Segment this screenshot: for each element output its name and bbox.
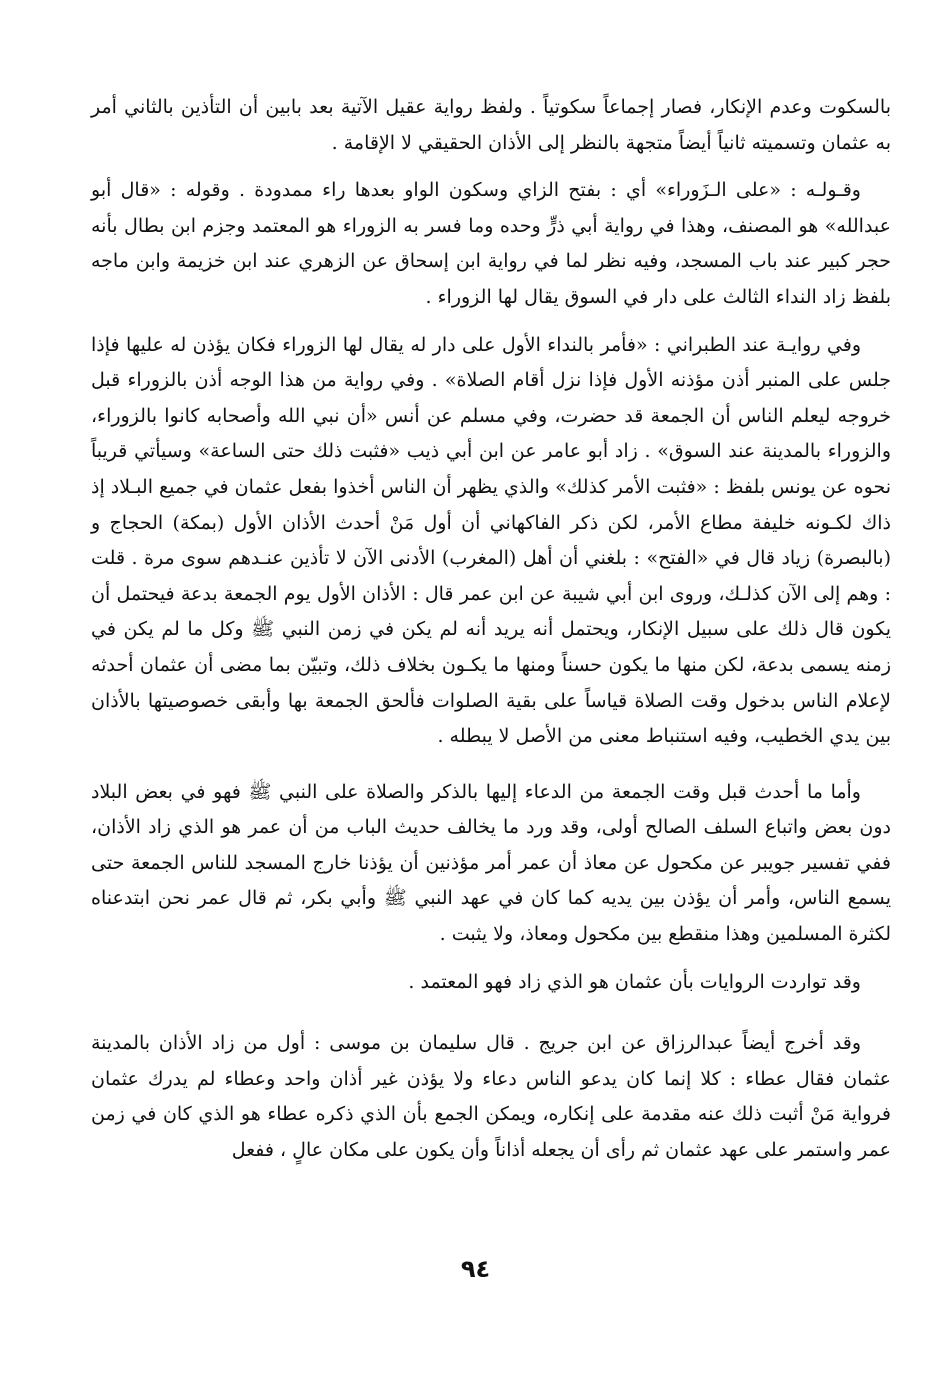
paragraph-4: وأما ما أحدث قبل وقت الجمعة من الدعاء إليها بالذكر والصلاة على النبي ﷺ فهو في بعض البلاد دون بعض واتباع السلف الصالح أولى، وقد ورد ما يخالف حديث الباب من أن عمر هو الذي زاد الأذان، ففي تفسير جويبر عن مكحول عن معاذ أن عمر أمر مؤذنين أن يؤذنا خارج المسجد للناس الجمعة حتى يسمع الناس، وأمر أن يؤذن بين يديه كما كان في عهد النبي ﷺ وأبي بكر، ثم قال عمر نحن ابتدعناه لكثرة المسلمين وهذا منقطع بين مكحول ومعاذ، ولا يثبت . bbox=[91, 780, 891, 946]
page-number: ٩٤ bbox=[460, 1255, 491, 1283]
paragraph-1: بالسكوت وعدم الإنكار، فصار إجماعاً سكوتياً . ولفظ رواية عقيل الآتية بعد بابين أن التأذين بالثاني أمر به عثمان وتسميته ثانياً أيضاً متجهة بالنظر إلى الأذان الحقيقي لا الإقامة . bbox=[91, 96, 891, 154]
document-page bbox=[91, 90, 891, 1169]
paragraph-3: وفي روايـة عند الطبراني : «فأمر بالنداء الأول على دار له يقال لها الزوراء فكان يؤذن له عليها فإذا جلس على المنبر أذن مؤذنه الأول فإذا نزل أقام الصلاة» . وفي رواية من هذا الوجه أذن بالزوراء قبل خروجه ليعلم الناس أن الجمعة قد حضرت، وفي مسلم عن أنس «أن نبي الله وأصحابه كانوا بالزوراء، والزوراء بالمدينة عند السوق» . زاد أبو عامر عن ابن أبي ذيب «فثبت ذلك حتى الساعة» وسيأتي قريباً نحوه عن يونس بلفظ : «فثبت الأمر كذلك» والذي يظهر أن الناس أخذوا بفعل عثمان في جميع البـلاد إذ ذاك لكـونه خليفة مطاع الأمر، لكن ذكر الفاكهاني أن أول مَنْ أحدث الأذان الأول (بمكة) الحجاج و (بالبصرة) زياد قال في «الفتح» : بلغني أن أهل (المغرب) الأدنى الآن لا تأذين عنـدهم سوى مرة . قلت : وهم إلى الآن كذلـك، وروى ابن أبي شيبة عن ابن عمر قال : الأذان الأول يوم الجمعة بدعة فيحتمل أن يكون قال ذلك على سبيل الإنكار، ويحتمل أنه يريد أنه لم يكن في زمن النبي ﷺ وكل ما لم يكن في زمنه يسمى بدعة، لكن منها ما يكون حسناً ومنها ما يكـون بخلاف ذلك، وتبيّن بما مضى أن عثمان أحدثه لإعلام الناس بدخول وقت الصلاة قياساً على بقية الصلوات فألحق الجمعة بها وأبقى خصوصيتها بالأذان بين يدي الخطيب، وفيه استنباط معنى من الأصل لا يبطله . bbox=[91, 333, 891, 748]
paragraph-2: وقـولـه : «على الـزَوراء» أي : بفتح الزاي وسكون الواو بعدها راء ممدودة . وقوله : «قال أبو عبدالله» هو المصنف، وهذا في رواية أبي ذرٍّ وحده وما فسر به الزوراء هو المعتمد وجزم ابن بطال بأنه حجر كبير عند باب المسجد، وفيه نظر لما في رواية ابن إسحاق عن الزهري عند ابن خزيمة وابن ماجه بلفظ زاد النداء الثالث على دار في السوق يقال لها الزوراء . bbox=[91, 179, 891, 308]
paragraph-5: وقد تواردت الروايات بأن عثمان هو الذي زاد فهو المعتمد . bbox=[408, 970, 861, 993]
paragraph-6: وقد أخرج أيضاً عبدالرزاق عن ابن جريج . قال سليمان بن موسى : أول من زاد الأذان بالمدينة عثمان فقال عطاء : كلا إنما كان يدعو الناس دعاء ولا يؤذن غير أذان واحد وعطاء لم يدرك عثمان فرواية مَنْ أثبت ذلك عنه مقدمة على إنكاره، ويمكن الجمع بأن الذي ذكره عطاء هو الذي كان في زمن عمر واستمر على عهد عثمان ثم رأى أن يجعله أذاناً وأن يكون على مكان عالٍ ، ففعل bbox=[91, 1032, 891, 1162]
